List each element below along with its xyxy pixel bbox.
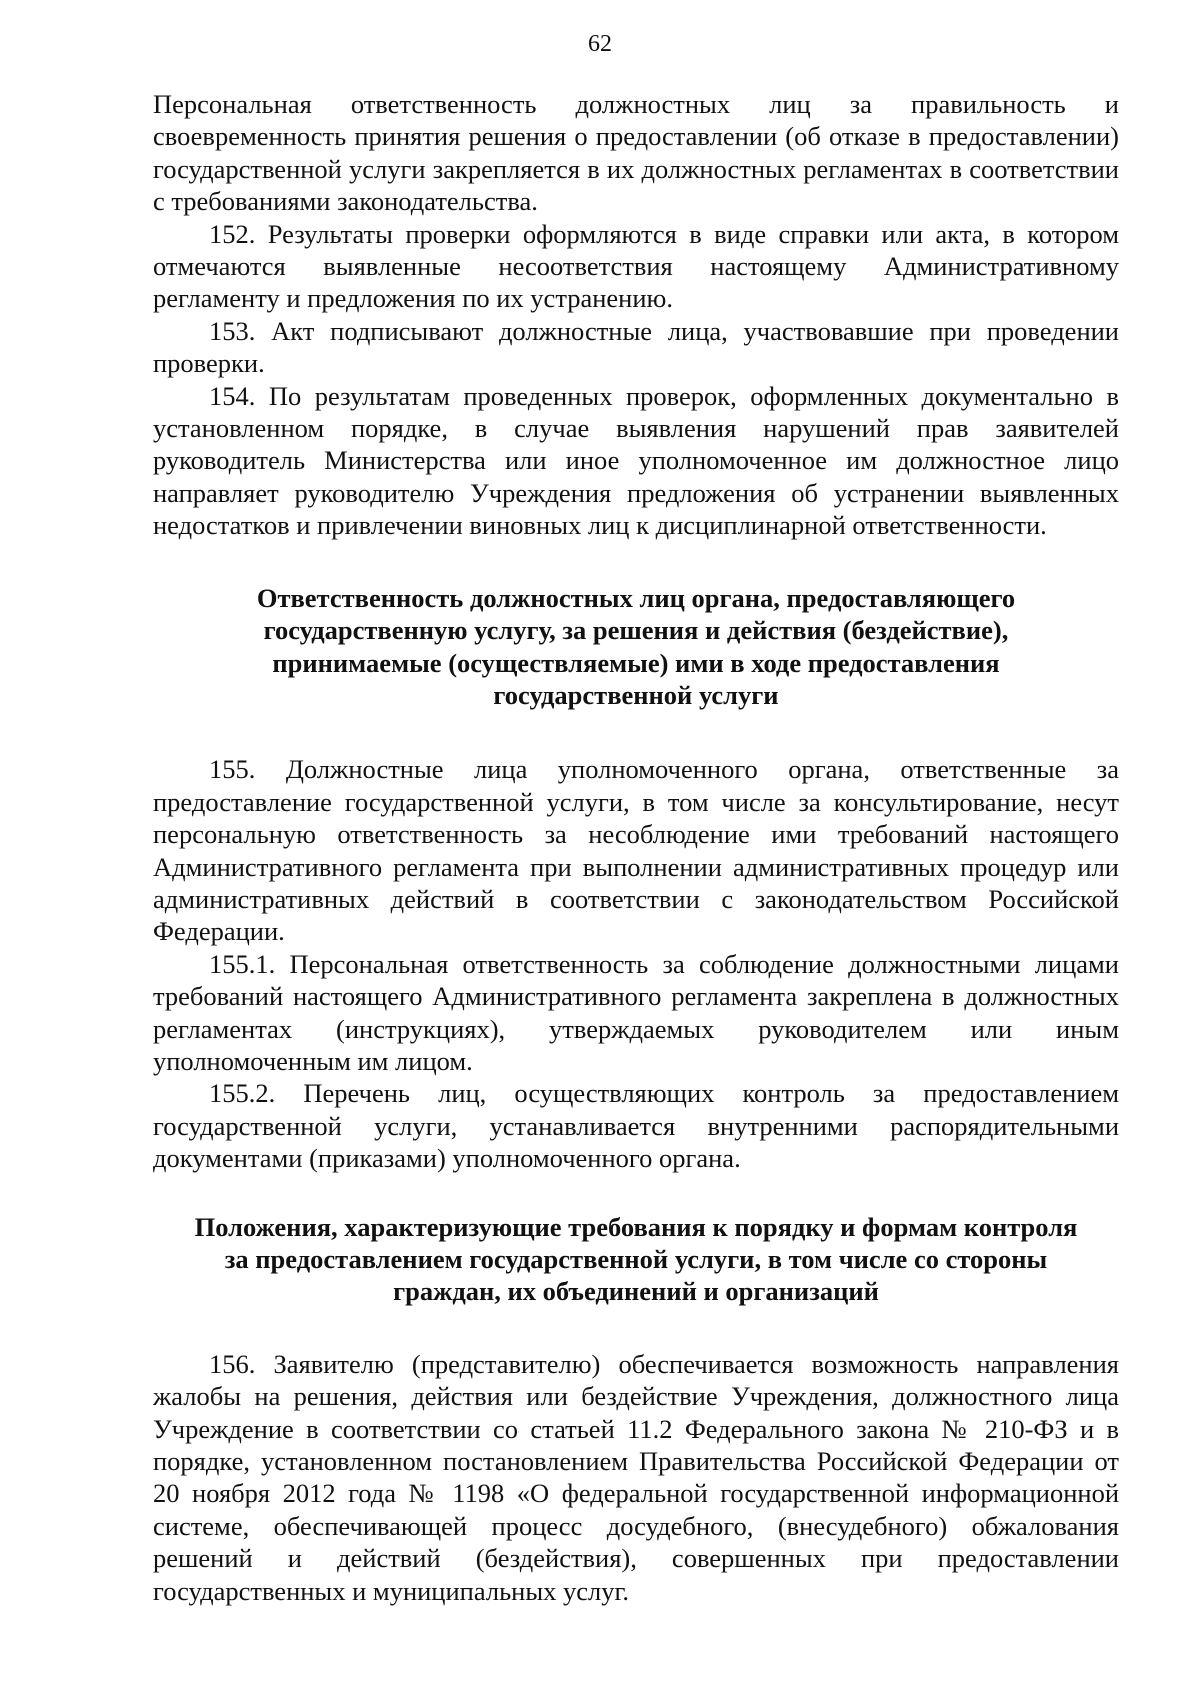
heading-line: Ответственность должностных лиц органа, предоставляющего xyxy=(256,582,1016,613)
heading-line: граждан, их объединений и организаций xyxy=(393,1276,879,1307)
paragraph-156: 156. Заявителю (представителю) обеспечивается возможность направления жалобы на решения, действия или бездействие Учреждения, должностного лица Учреждение в соответствии со статьей 11.2 Федерального закона № 210-ФЗ и в порядке, установленном постановлением Правительства Российской Федерации от 20 ноября 2012 года № 1198 «О федеральной государственной информационной системе, обеспечивающей процесс досудебного, (внесудебного) обжалования решений и действий (бездействия), совершенных при предоставлении государственных и муниципальных услуг. xyxy=(153,1348,1119,1606)
heading-line: за предоставлением государственной услуги, в том числе со стороны xyxy=(224,1244,1048,1274)
section-heading-responsibility xyxy=(153,582,1119,712)
paragraph-155-2: 155.2. Перечень лиц, осуществляющих контроль за предоставлением государственной услуги, устанавливается внутренними распорядительными документами (приказами) уполномоченного органа. xyxy=(153,1078,1119,1174)
heading-line: принимаемые (осуществляемые) ими в ходе предоставления xyxy=(272,647,1000,678)
page-number: 62 xyxy=(588,31,612,57)
paragraph-155: 155. Должностные лица уполномоченного органа, ответственные за предоставление государственной услуги, в том числе за консультирование, несут персональную ответственность за несоблюдение ими требований настоящего Административного регламента при выполнении административных процедур или административных действий в соответствии с законодательством Российской Федерации. xyxy=(153,754,1119,947)
paragraph-155-1: 155.1. Персональная ответственность за соблюдение должностными лицами требований настоящего Административного регламента закреплена в должностных регламентах (инструкциях), утверждаемых руководителем или иным уполномоченным им лицом. xyxy=(153,948,1119,1076)
paragraph-152: 152. Результаты проверки оформляются в виде справки или акта, в котором отмечаются выявленные несоответствия настоящему Административному регламенту и предложения по их устранению. xyxy=(153,218,1119,314)
paragraph-154: 154. По результатам проведенных проверок, оформленных документально в установленном порядке, в случае выявления нарушений прав заявителей руководитель Министерства или иное уполномоченное им должностное лицо направляет руководителю Учреждения предложения об устранении выявленных недостатков и привлечении виновных лиц к дисциплинарной ответственности. xyxy=(153,380,1119,541)
heading-line: государственной услуги xyxy=(493,679,779,710)
section-heading-control-requirements xyxy=(153,1211,1119,1308)
heading-line: государственную услугу, за решения и действия (бездействие), xyxy=(263,615,1009,646)
paragraph-responsibility-continuation: Персональная ответственность должностных лиц за правильность и своевременность принятия решения о предоставлении (об отказе в предоставлении) государственной услуги закрепляется в их должностных регламентах в соответствии с требованиями законодательства. xyxy=(153,89,1119,217)
document-body xyxy=(153,88,1119,1607)
heading-line: Положения, характеризующие требования к порядку и формам контроля xyxy=(194,1211,1078,1242)
paragraph-153: 153. Акт подписывают должностные лица, участвовавшие при проведении проверки. xyxy=(153,315,1119,379)
